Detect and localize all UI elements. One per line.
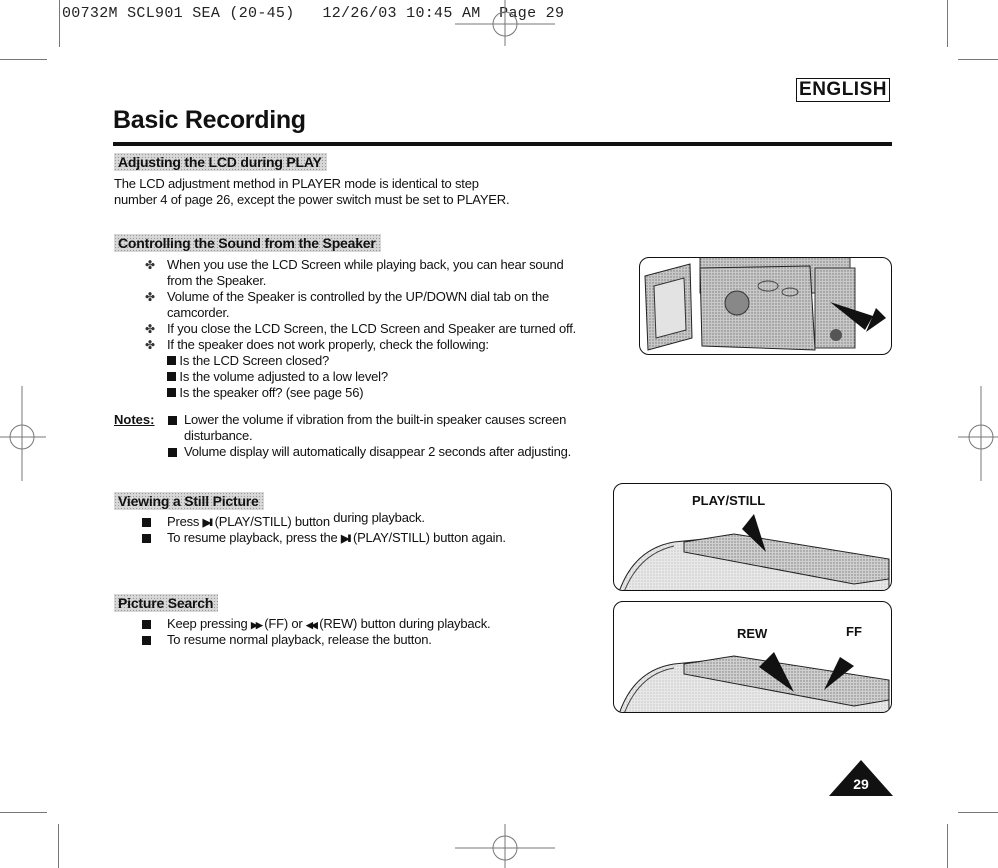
check-text: Is the LCD Screen closed? xyxy=(179,353,330,368)
text-line: The LCD adjustment method in PLAYER mode is identical to step xyxy=(114,176,479,191)
notes-label: Notes: xyxy=(114,412,155,427)
play-pause-icon: ▶II xyxy=(340,533,350,545)
section-heading-adjust-lcd: Adjusting the LCD during PLAY xyxy=(114,153,327,171)
title-rule xyxy=(113,142,892,146)
crop-mark xyxy=(0,812,47,813)
text-line: Lower the volume if vibration from the built-in speaker causes screen xyxy=(184,412,567,427)
list-item xyxy=(167,321,576,337)
crop-mark xyxy=(958,59,998,60)
language-badge: ENGLISH xyxy=(796,78,890,102)
square-bullet-icon xyxy=(142,636,151,645)
square-bullet-icon xyxy=(142,518,151,527)
list-item xyxy=(167,510,425,531)
list-item xyxy=(167,337,489,353)
text-line: Volume display will automatically disappear 2 seconds after adjusting. xyxy=(184,444,572,459)
registration-mark-right xyxy=(958,386,998,481)
play-pause-icon: ▶II xyxy=(202,517,212,529)
text-line: number 4 of page 26, except the power switch must be set to PLAYER. xyxy=(114,192,510,207)
camcorder-top-buttons-illustration-icon xyxy=(614,602,892,713)
text: To resume playback, press the xyxy=(167,530,338,545)
square-bullet-icon xyxy=(167,372,176,381)
check-text: Is the volume adjusted to a low level? xyxy=(179,369,388,384)
clover-bullet-icon: ✤ xyxy=(145,290,156,304)
text: (PLAY/STILL) button again. xyxy=(352,530,506,545)
registration-mark-left xyxy=(0,386,46,481)
section-heading-still: Viewing a Still Picture xyxy=(114,492,264,510)
figure-play-still xyxy=(613,483,892,591)
camcorder-lcd-speaker-illustration-icon xyxy=(640,258,892,355)
check-item xyxy=(167,369,388,385)
crop-mark xyxy=(0,59,47,60)
text-line: Volume of the Speaker is controlled by the UP/DOWN dial tab on the xyxy=(167,289,550,304)
text: (PLAY/STILL) button xyxy=(214,514,330,529)
fast-forward-icon: ▶▶ xyxy=(250,620,261,630)
check-item xyxy=(167,353,329,369)
clover-bullet-icon: ✤ xyxy=(145,322,156,336)
check-item xyxy=(167,385,363,401)
page-title: Basic Recording xyxy=(113,106,306,134)
page-number-text: 29 xyxy=(853,776,869,792)
figure-label-rew: REW xyxy=(737,626,768,641)
text: Keep pressing xyxy=(167,616,248,631)
rewind-icon: ◀◀ xyxy=(305,620,316,630)
note-item xyxy=(184,444,571,460)
text-line: disturbance. xyxy=(184,428,253,443)
section-heading-sound: Controlling the Sound from the Speaker xyxy=(114,234,381,252)
text-line: from the Speaker. xyxy=(167,273,267,288)
section-heading-search: Picture Search xyxy=(114,594,218,612)
print-slug: 00732M SCL901 SEA (20-45) 12/26/03 10:45 AM Page 29 xyxy=(62,5,565,22)
text: (REW) button during playback. xyxy=(319,616,491,631)
text-line: If you close the LCD Screen, the LCD Screen and Speaker are turned off. xyxy=(167,321,577,336)
list-item xyxy=(167,257,564,289)
clover-bullet-icon: ✤ xyxy=(145,258,156,272)
square-bullet-icon xyxy=(167,356,176,365)
text-line: If the speaker does not work properly, check the following: xyxy=(167,337,489,352)
list-item xyxy=(167,616,490,633)
crop-mark xyxy=(58,824,59,868)
figure-speaker xyxy=(639,257,892,355)
note-item xyxy=(184,412,566,444)
figure-label-ff: FF xyxy=(846,624,862,639)
square-bullet-icon xyxy=(168,448,177,457)
text: during playback. xyxy=(333,510,425,525)
square-bullet-icon xyxy=(167,388,176,397)
crop-mark xyxy=(59,0,60,47)
clover-bullet-icon: ✤ xyxy=(145,338,156,352)
registration-mark-bottom xyxy=(455,824,555,868)
list-item xyxy=(167,289,549,321)
crop-mark xyxy=(947,0,948,47)
text-line: When you use the LCD Screen while playing back, you can hear sound xyxy=(167,257,564,272)
registration-mark-top xyxy=(455,0,555,46)
text: Press xyxy=(167,514,200,529)
crop-mark xyxy=(947,824,948,868)
square-bullet-icon xyxy=(168,416,177,425)
figure-label-play-still: PLAY/STILL xyxy=(692,493,766,508)
square-bullet-icon xyxy=(142,534,151,543)
list-item xyxy=(167,632,432,648)
text: To resume normal playback, release the button. xyxy=(167,632,432,647)
figure-rew-ff xyxy=(613,601,892,713)
list-item xyxy=(167,530,506,547)
adjust-lcd-text xyxy=(114,176,509,208)
page-number xyxy=(829,760,893,796)
text: (FF) or xyxy=(264,616,303,631)
square-bullet-icon xyxy=(142,620,151,629)
check-text: Is the speaker off? (see page 56) xyxy=(179,385,364,400)
text-line: camcorder. xyxy=(167,305,230,320)
crop-mark xyxy=(958,812,998,813)
